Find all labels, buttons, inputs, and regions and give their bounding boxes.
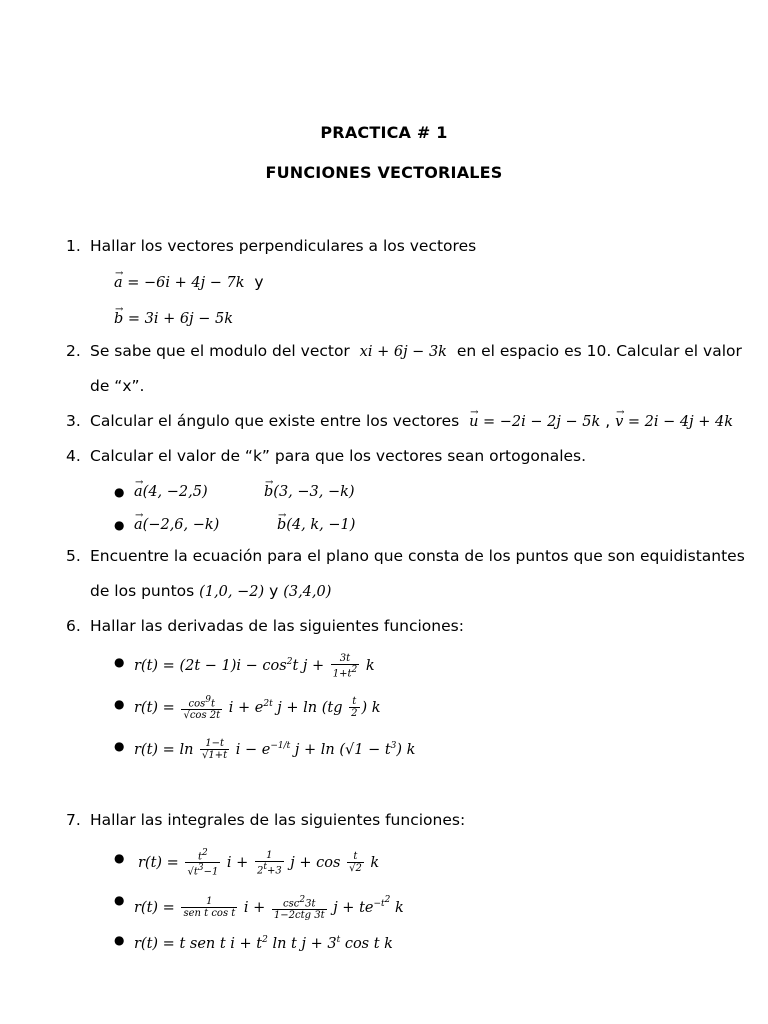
vector-a-components: (−2,6, −k) — [142, 517, 220, 533]
vector-v-expression: = 2i − 4j + 4k — [627, 414, 733, 430]
bullet-icon: ● — [114, 655, 125, 669]
vector-b-symbol: → b — [114, 309, 123, 329]
question-text: Hallar los vectores perpendiculares a los vectores — [90, 237, 477, 255]
vector-v-symbol: → v — [615, 412, 623, 432]
question-text-continued: de “x”. — [90, 377, 145, 395]
bullet-icon: ● — [114, 933, 125, 947]
question-text: Encuentre la ecuación para el plano que consta de los puntos que son equidistantes — [90, 547, 745, 565]
vector-b-symbol: → b — [264, 482, 273, 502]
question-text: Hallar las derivadas de las siguientes funciones: — [90, 617, 464, 635]
page-subtitle: FUNCIONES VECTORIALES — [265, 163, 503, 182]
vector-a-definition — [114, 272, 264, 293]
question-text: Hallar las integrales de las siguientes funciones: — [90, 811, 466, 829]
question-number: 3. — [66, 412, 81, 430]
math-formula: $r(t) = (2t - 1)i - \cos^2t$ j + $\frac{3t}{1+t^2}$ k — [134, 652, 375, 679]
vector-a-expression: = −6i + 4j − 7k — [127, 275, 245, 291]
question-number: 7. — [66, 811, 81, 829]
question-number: 5. — [66, 547, 81, 565]
bullet-icon: ● — [114, 697, 125, 711]
vector-b-expression: = 3i + 6j − 5k — [127, 311, 233, 327]
question-text-continued: en el espacio es 10. Calcular el valor — [456, 342, 742, 360]
question-number: 6. — [66, 617, 81, 635]
vector-a-symbol: → a — [114, 273, 123, 293]
vector-b-components: (3, −3, −k) — [273, 484, 355, 500]
vector-b-definition — [114, 308, 233, 329]
question-text: Calcular el ángulo que existe entre los vectores — [90, 412, 460, 430]
vector-b-components: (4, k, −1) — [286, 517, 356, 533]
point-2: (3,4,0) — [283, 584, 332, 600]
vector-a-symbol: → a — [134, 482, 143, 502]
question-number: 2. — [66, 342, 81, 360]
bullet-icon: ● — [114, 893, 125, 907]
math-formula: r(t) = $\frac{\cos^9t}{√\cos 2t}$ $i + e^{2t}$ j + ln (tg $\frac{t}{2}$ ) k — [134, 694, 381, 721]
question-text-continued: de los puntos — [90, 582, 195, 600]
math-formula: r(t) = ln $\frac{1-t}{√1+t}$ $i - e^{-1/t}$ $j + \ln (√1 - t^3)$ k — [134, 738, 416, 762]
question-text: Calcular el valor de “k” para que los vectores sean ortogonales. — [90, 447, 587, 465]
vector-u-symbol: → u — [469, 412, 478, 432]
page-title: PRACTICA # 1 — [320, 123, 448, 142]
separator: , — [605, 412, 611, 430]
math-formula: r(t) = $\frac{1}{\text{sen t cos t}}$ i + $\frac{\csc^23t}{\text{1−2ctg 3t}}$ $j + te^{-t^2}$ k — [134, 894, 404, 921]
vector-a-components: (4, −2,5) — [142, 484, 208, 500]
bullet-icon: ● — [114, 851, 125, 865]
bullet-icon: ● — [114, 485, 125, 499]
point-1: (1,0, −2) — [199, 584, 265, 600]
question-number: 1. — [66, 237, 81, 255]
bullet-icon: ● — [114, 739, 125, 753]
question-text: Se sabe que el modulo del vector — [90, 342, 350, 360]
math-formula: r(t) = t sen t $i + t^2$ ln t $j + 3^t$ cos t k — [134, 935, 393, 952]
conjunction: y — [254, 273, 264, 291]
bullet-icon: ● — [114, 518, 125, 532]
vector-u-expression: = −2i − 2j − 5k — [483, 414, 601, 430]
vector-b-symbol: → b — [277, 515, 286, 535]
math-formula: r(t) = $\frac{t^2}{√t^3-1}$ i + $\frac{1}{2^t+3}$ j + cos $\frac{t}{√2}$ k — [138, 848, 380, 878]
conjunction: y — [269, 582, 279, 600]
question-number: 4. — [66, 447, 81, 465]
vector-a-symbol: → a — [134, 515, 143, 535]
vector-expression: xi + 6j − 3k — [359, 344, 447, 360]
